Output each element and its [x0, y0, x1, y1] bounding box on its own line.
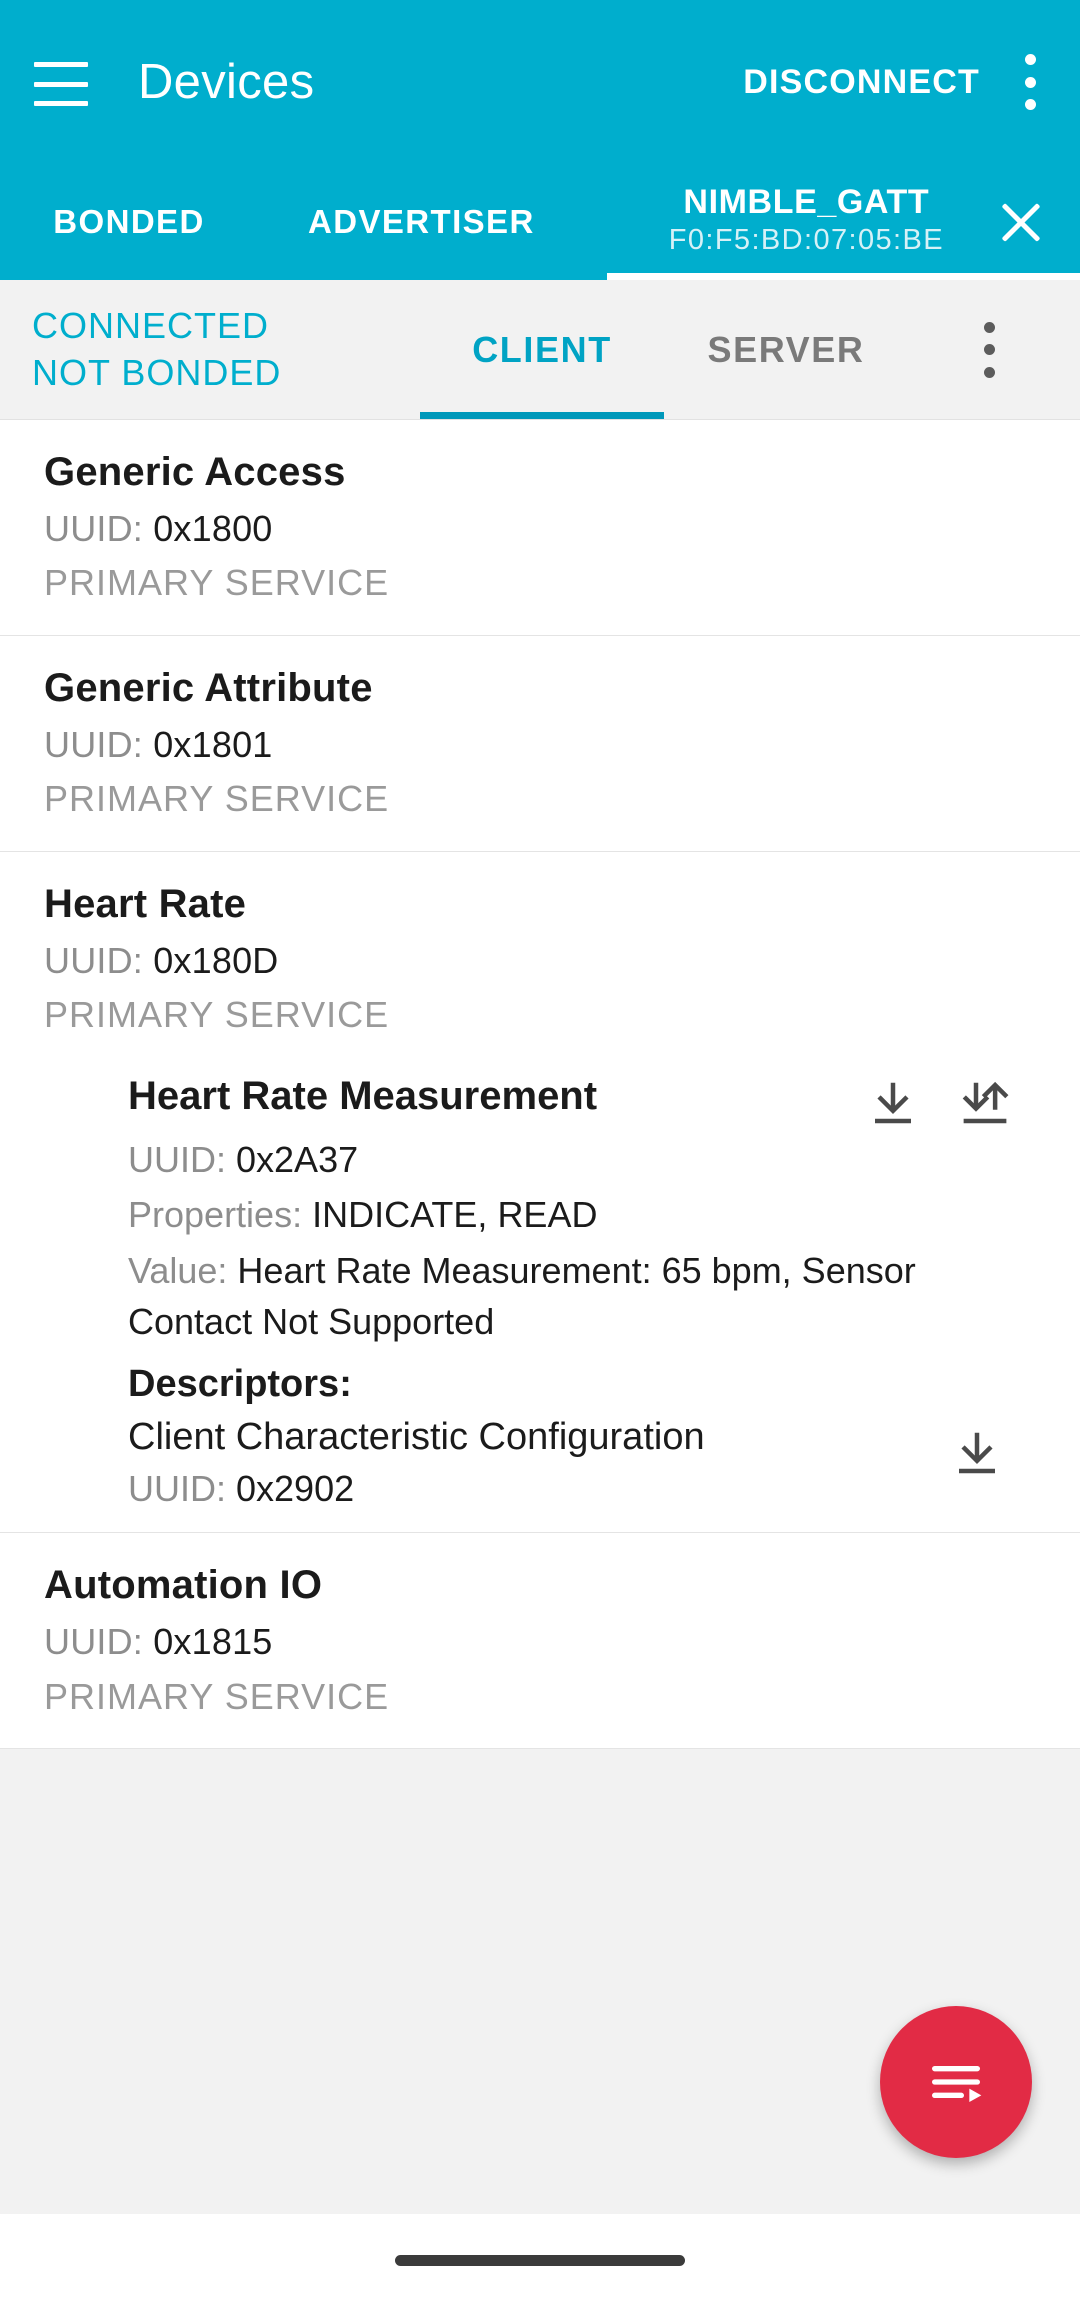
log-fab-button[interactable] — [880, 2006, 1032, 2158]
list-item[interactable] — [0, 1533, 1080, 1749]
list-item[interactable] — [0, 420, 1080, 636]
uuid-label: UUID: — [44, 723, 143, 765]
descriptor-uuid-row — [128, 1464, 950, 1514]
gatt-service-list[interactable] — [0, 420, 1080, 2214]
characteristic-value: Heart Rate Measurement: 65 bpm, Sensor Contact Not Supported — [128, 1249, 916, 1342]
list-item[interactable] — [0, 852, 1080, 1534]
notifications-toggle-icon[interactable] — [958, 1076, 1012, 1130]
descriptor-actions — [950, 1412, 1012, 1480]
disconnect-button[interactable]: DISCONNECT — [743, 62, 980, 101]
active-tab-indicator — [607, 273, 1080, 280]
hamburger-icon[interactable] — [34, 62, 88, 106]
service-name: Heart Rate — [44, 881, 247, 926]
top-tab-bar — [0, 164, 1080, 280]
service-type: PRIMARY SERVICE — [44, 778, 390, 820]
tab-client[interactable] — [420, 280, 664, 419]
service-uuid-row — [44, 936, 1046, 986]
system-navigation-bar — [0, 2214, 1080, 2300]
status-overflow-button[interactable] — [908, 280, 1080, 419]
service-uuid-value: 0x1801 — [153, 723, 273, 765]
device-address: F0:F5:BD:07:05:BE — [668, 223, 944, 256]
service-name: Generic Attribute — [44, 665, 373, 710]
log-playlist-icon — [924, 2050, 988, 2114]
service-uuid-row — [44, 504, 1046, 554]
characteristic-actions — [866, 1070, 1012, 1130]
characteristic-header — [128, 1070, 1012, 1130]
characteristic-uuid-row — [128, 1134, 1012, 1185]
tab-advertiser[interactable]: ADVERTISER — [308, 203, 535, 240]
descriptors-label: Descriptors: — [128, 1362, 352, 1405]
download-read-icon[interactable] — [866, 1076, 920, 1130]
service-uuid-value: 0x1800 — [153, 508, 273, 549]
service-type: PRIMARY SERVICE — [44, 562, 390, 604]
service-type: PRIMARY SERVICE — [44, 1675, 390, 1717]
properties-label: Properties: — [128, 1194, 303, 1236]
kebab-menu-icon[interactable] — [983, 322, 995, 378]
service-name: Automation IO — [44, 1563, 323, 1608]
close-icon[interactable] — [992, 193, 1050, 251]
descriptor-item[interactable] — [128, 1412, 1012, 1514]
uuid-label: UUID: — [44, 1621, 143, 1663]
uuid-label: UUID: — [44, 939, 143, 981]
characteristic-properties-value: INDICATE, READ — [312, 1194, 598, 1236]
descriptor-uuid-value: 0x2902 — [236, 1467, 355, 1509]
service-type: PRIMARY SERVICE — [44, 993, 390, 1035]
device-name: NIMBLE_GATT — [683, 182, 930, 221]
descriptor-text — [128, 1412, 950, 1514]
tab-bonded[interactable]: BONDED — [53, 203, 205, 240]
kebab-menu-icon[interactable] — [1024, 54, 1036, 110]
service-uuid-row — [44, 720, 1046, 770]
tab-device-nimble-gatt[interactable] — [607, 164, 1080, 280]
uuid-label: UUID: — [128, 1139, 226, 1181]
device-tab-labels — [635, 183, 978, 262]
app-bar-top — [0, 0, 1080, 164]
uuid-label: UUID: — [128, 1467, 226, 1509]
home-gesture-pill[interactable] — [395, 2255, 685, 2266]
characteristic-item[interactable] — [44, 1040, 1046, 1524]
service-uuid-row — [44, 1617, 1046, 1667]
download-read-icon[interactable] — [950, 1426, 1004, 1480]
tab-client-label: CLIENT — [472, 328, 612, 370]
connection-status-bar — [0, 280, 1080, 420]
characteristic-value-row — [128, 1245, 1012, 1347]
status-badge-connected: CONNECTED — [32, 305, 270, 347]
status-badge-bond: NOT BONDED — [32, 351, 282, 393]
value-label: Value: — [128, 1249, 228, 1291]
descriptor-name: Client Characteristic Configuration — [128, 1416, 705, 1459]
characteristic-properties-row — [128, 1189, 1012, 1240]
characteristic-uuid-value: 0x2A37 — [236, 1139, 359, 1181]
characteristic-name: Heart Rate Measurement — [128, 1074, 598, 1119]
app-bar — [0, 0, 1080, 280]
tab-server[interactable]: SERVER — [707, 328, 865, 370]
uuid-label: UUID: — [44, 508, 143, 549]
service-uuid-value: 0x1815 — [153, 1621, 273, 1663]
page-title: Devices — [138, 55, 315, 109]
service-name: Generic Access — [44, 450, 346, 494]
active-subtab-indicator — [420, 412, 664, 419]
service-uuid-value: 0x180D — [153, 939, 279, 981]
status-text-block — [0, 280, 420, 419]
list-item[interactable] — [0, 636, 1080, 852]
